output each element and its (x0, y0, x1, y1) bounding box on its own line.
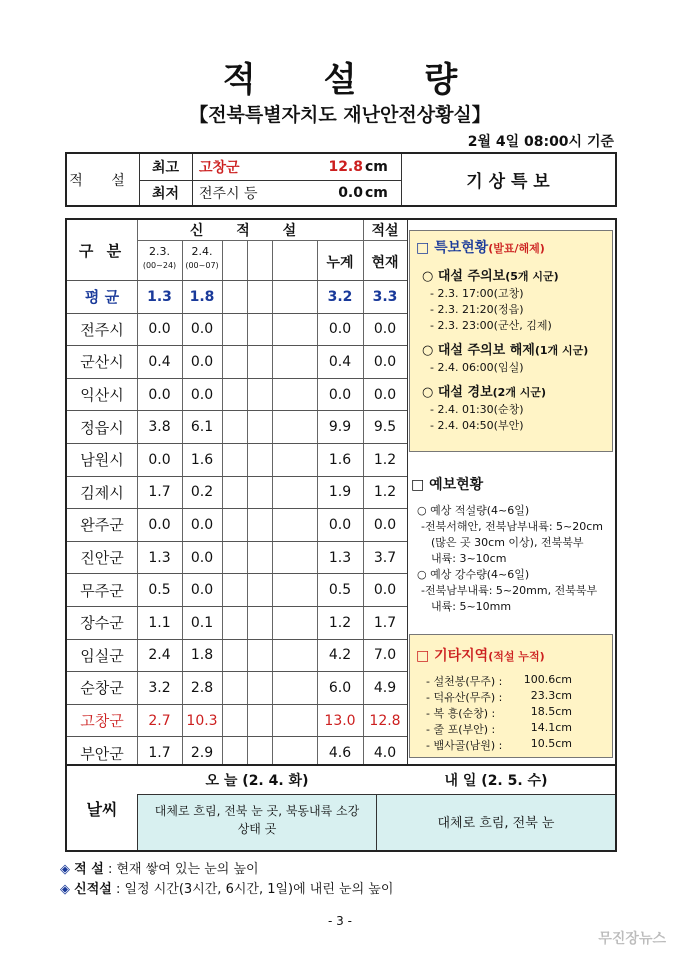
region-cell: 김제시 (80, 483, 124, 502)
forecast-line: ○ 예상 강수량(4~6일) (417, 568, 530, 581)
current-depth-cell: 7.0 (373, 647, 397, 664)
cumulative-cell: 1.3 (328, 549, 352, 566)
table-row (67, 443, 407, 476)
alert-status-sub: (발표/해제) (488, 242, 545, 255)
new-snow-d1-cell: 0.0 (148, 516, 171, 533)
current-depth-cell: 0.0 (373, 321, 397, 338)
current-depth-cell: 0.0 (373, 353, 397, 370)
region-cell: 남원시 (80, 451, 124, 470)
alert-g1-sub: (5개 시군) (505, 270, 559, 283)
col-depth-header: 적설 (371, 223, 399, 239)
max-value: 12.8 (328, 159, 363, 175)
other-region-name: - 뱀사골(남원) : (426, 739, 503, 752)
region-cell: 평 균 (84, 288, 120, 307)
new-snow-d1-cell: 1.7 (148, 484, 171, 501)
other-region-value: 10.5cm (530, 737, 572, 750)
forecast-title: □ 예보현황 (411, 477, 484, 493)
new-snow-d1-cell: 3.8 (148, 419, 171, 436)
current-depth-cell: 12.8 (369, 712, 401, 729)
new-snow-d2-cell: 1.8 (190, 647, 214, 664)
max-region: 고창군 (199, 160, 240, 176)
other-region-value: 100.6cm (523, 673, 572, 686)
region-cell: 전주시 (80, 320, 124, 339)
region-cell: 정읍시 (80, 418, 124, 437)
forecast-line: -전북남부내륙: 5~20mm, 전북북부 (421, 584, 598, 597)
page-title: 적설량 (222, 60, 526, 100)
table-row (67, 704, 407, 737)
alert-g2-title: ○ 대설 주의보 해제 (422, 343, 535, 358)
cumulative-cell: 9.9 (328, 419, 352, 436)
new-snow-d2-cell: 0.0 (190, 386, 214, 403)
summary-label: 적 설 (69, 172, 137, 189)
alert-g3-item: - 2.4. 01:30(순창) (430, 403, 524, 416)
table-row (67, 410, 407, 443)
new-snow-d1-cell: 2.7 (148, 712, 171, 729)
forecast-line: ○ 예상 적설량(4~6일) (417, 504, 530, 517)
new-snow-d2-cell: 6.1 (190, 419, 214, 436)
table-row (67, 476, 407, 509)
other-regions-sub: (적설 누적) (488, 650, 545, 663)
table-row (67, 313, 407, 346)
table-row (67, 606, 407, 639)
forecast-section (409, 460, 613, 620)
table-row (67, 736, 407, 769)
min-label: 최저 (151, 186, 180, 202)
page-subtitle: 【전북특별자치도 재난안전상황실】 (189, 104, 491, 126)
other-regions-title: □ 기타지역 (416, 648, 489, 664)
sub-cur: 현재 (371, 255, 399, 271)
table-row (67, 280, 407, 313)
sub-cum: 누계 (326, 255, 354, 271)
cumulative-cell: 0.5 (328, 582, 352, 599)
region-cell: 군산시 (80, 353, 124, 372)
current-depth-cell: 1.2 (373, 484, 397, 501)
tomorrow-desc: 대체로 흐림, 전북 눈 (437, 816, 555, 831)
new-snow-d1-cell: 3.2 (148, 679, 171, 696)
weather-label: 날씨 (86, 799, 118, 819)
cumulative-cell: 0.0 (328, 516, 352, 533)
current-depth-cell: 0.0 (373, 386, 397, 403)
table-row (67, 671, 407, 704)
new-snow-d2-cell: 0.0 (190, 353, 214, 370)
new-snow-d1-cell: 0.4 (148, 353, 171, 370)
new-snow-d2-cell: 2.8 (190, 679, 214, 696)
table-row (67, 378, 407, 411)
new-snow-d2-cell: 0.2 (190, 484, 214, 501)
summary-box (65, 152, 617, 207)
current-depth-cell: 4.0 (373, 745, 397, 762)
new-snow-d2-cell: 0.0 (190, 582, 214, 599)
watermark: 무진장뉴스 (598, 931, 666, 947)
new-snow-d1-cell: 0.0 (148, 386, 171, 403)
new-snow-d2-cell: 0.0 (190, 549, 214, 566)
tomorrow-title: 내 일 (2. 5. 수) (377, 766, 615, 794)
report-date: 2월 4일 08:00시 기준 (467, 134, 614, 150)
table-row (67, 573, 407, 606)
table-row (67, 639, 407, 672)
other-region-value: 18.5cm (530, 705, 572, 718)
current-depth-cell: 3.7 (373, 549, 397, 566)
alert-g3-sub: (2개 시군) (492, 386, 547, 399)
alert-g3-title: ○ 대설 경보 (422, 385, 493, 400)
note-2-label: 신적설 (74, 882, 112, 897)
region-cell: 부안군 (80, 744, 124, 763)
sub-col1: 2.3. (149, 244, 170, 258)
cumulative-cell: 3.2 (327, 288, 353, 305)
min-value: 0.0 (338, 185, 363, 201)
region-cell: 무주군 (80, 581, 124, 600)
col-region-header: 구 분 (78, 241, 126, 260)
sub-col2-range: (00~07) (185, 260, 219, 270)
new-snow-d2-cell: 10.3 (186, 712, 218, 729)
new-snow-d1-cell: 1.3 (147, 288, 172, 305)
cumulative-cell: 1.6 (328, 451, 352, 468)
table-row (67, 345, 407, 378)
other-region-name: - 덕유산(무주) : (426, 691, 503, 704)
note-1-label: 적 설 (74, 862, 104, 877)
alert-g1-item: - 2.3. 21:20(정읍) (430, 303, 524, 316)
note-2: ◈ 신적설 : 일정 시간(3시간, 6시간, 1일)에 내린 눈의 높이 (60, 882, 394, 897)
alert-g1-title: ○ 대설 주의보 (422, 269, 506, 284)
alert-title: 기 상 특 보 (466, 172, 550, 192)
region-cell: 임실군 (80, 646, 124, 665)
region-cell: 장수군 (80, 614, 124, 633)
alert-g2-sub: (1개 시군) (534, 344, 589, 357)
alert-status-title: □ 특보현황 (416, 240, 489, 256)
region-cell: 진안군 (80, 549, 124, 568)
cumulative-cell: 6.0 (328, 679, 352, 696)
forecast-line: (많은 곳 30cm 이상), 전북북부 (431, 536, 584, 549)
other-region-value: 23.3cm (530, 689, 572, 702)
forecast-line: -전북서해안, 전북남부내륙: 5~20cm (421, 520, 604, 533)
region-cell: 완주군 (80, 516, 124, 535)
new-snow-d2-cell: 0.1 (190, 614, 214, 631)
cumulative-cell: 0.4 (328, 353, 352, 370)
new-snow-d2-cell: 2.9 (190, 745, 214, 762)
table-row (67, 508, 407, 541)
current-depth-cell: 4.9 (373, 679, 397, 696)
sub-col2: 2.4. (191, 244, 213, 258)
forecast-line: 내륙: 3~10cm (431, 552, 507, 565)
snow-table (65, 218, 617, 766)
today-desc: 대체로 흐림, 전북 눈 곳, 북동내륙 소강 (154, 804, 360, 818)
cumulative-cell: 4.6 (328, 745, 352, 762)
new-snow-d2-cell: 0.0 (190, 321, 214, 338)
note-2-text: : 일정 시간(3시간, 6시간, 1일)에 내린 눈의 높이 (115, 882, 394, 897)
new-snow-d1-cell: 1.7 (148, 745, 171, 762)
today-title: 오 늘 (2. 4. 화) (137, 766, 377, 794)
other-region-name: - 복 흥(순창) : (426, 707, 496, 720)
other-regions-box (409, 634, 613, 758)
new-snow-d1-cell: 2.4 (148, 647, 171, 664)
cumulative-cell: 0.0 (328, 386, 352, 403)
forecast-line: 내륙: 5~10mm (431, 600, 512, 613)
other-region-name: - 설천봉(무주) : (426, 675, 503, 688)
cumulative-cell: 13.0 (324, 712, 356, 729)
new-snow-d1-cell: 0.5 (148, 582, 171, 599)
col-new-snow-header: 신 적 설 (189, 223, 311, 239)
max-label: 최고 (151, 160, 180, 176)
new-snow-d1-cell: 0.0 (148, 321, 171, 338)
cumulative-cell: 0.0 (328, 321, 352, 338)
current-depth-cell: 9.5 (373, 419, 397, 436)
note-1-text: : 현재 쌓여 있는 눈의 높이 (107, 862, 259, 877)
new-snow-d2-cell: 1.6 (190, 451, 214, 468)
current-depth-cell: 0.0 (373, 516, 397, 533)
region-cell: 익산시 (80, 386, 124, 405)
other-region-name: - 줄 포(부안) : (426, 723, 496, 736)
cumulative-cell: 1.2 (328, 614, 352, 631)
region-cell: 순창군 (80, 679, 124, 698)
alert-g1-item: - 2.3. 23:00(군산, 김제) (430, 319, 552, 332)
min-region: 전주시 등 (199, 186, 258, 202)
min-unit: cm (365, 185, 388, 201)
cumulative-cell: 1.9 (328, 484, 352, 501)
alert-g2-item: - 2.4. 06:00(임실) (430, 361, 524, 374)
max-unit: cm (365, 159, 388, 175)
alert-status-box (409, 230, 613, 452)
new-snow-d1-cell: 1.1 (148, 614, 171, 631)
page-number: - 3 - (328, 914, 352, 928)
current-depth-cell: 1.7 (373, 614, 397, 631)
weather-section (65, 766, 617, 852)
table-row (67, 541, 407, 574)
other-region-value: 14.1cm (530, 721, 572, 734)
cumulative-cell: 4.2 (328, 647, 352, 664)
note-1: ◈ 적 설 : 현재 쌓여 있는 눈의 높이 (60, 862, 259, 877)
new-snow-d1-cell: 0.0 (148, 451, 171, 468)
new-snow-d2-cell: 0.0 (190, 516, 214, 533)
current-depth-cell: 0.0 (373, 582, 397, 599)
new-snow-d2-cell: 1.8 (189, 288, 215, 305)
alert-g3-item: - 2.4. 04:50(부안) (430, 419, 524, 432)
sub-col1-range: (00~24) (142, 260, 177, 270)
current-depth-cell: 1.2 (373, 451, 397, 468)
today-desc-2: 상태 곳 (237, 822, 277, 836)
current-depth-cell: 3.3 (372, 288, 398, 305)
new-snow-d1-cell: 1.3 (148, 549, 171, 566)
region-cell: 고창군 (80, 712, 124, 731)
alert-g1-item: - 2.3. 17:00(고창) (430, 287, 524, 300)
